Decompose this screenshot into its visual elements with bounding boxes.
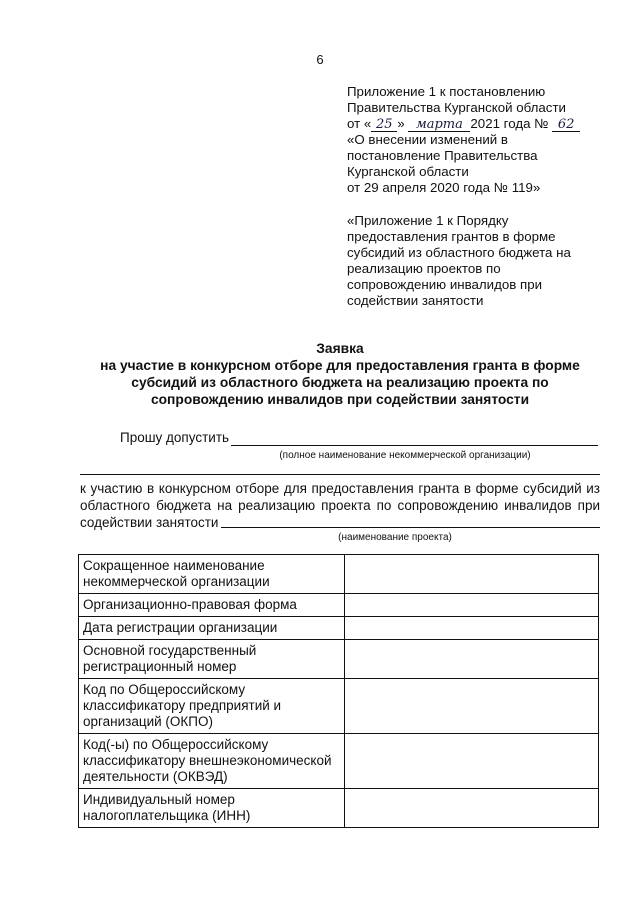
handwritten-month: марта: [408, 118, 470, 132]
appendix-header: [347, 84, 617, 196]
row-value-cell[interactable]: [345, 594, 599, 617]
table-row: [79, 679, 599, 734]
row-label: Код(-ы) по Общероссийскому классификатору внешнеэкономической деятельности (ОКВЭД): [79, 734, 345, 789]
org-name-caption: (полное наименование некоммерческой организации): [279, 450, 531, 461]
appendix2-line-6: содействии занятости: [347, 293, 484, 308]
row-value-cell[interactable]: [345, 789, 599, 828]
row-value-cell[interactable]: [345, 679, 599, 734]
appendix-line-4: «О внесении изменений в: [347, 132, 508, 147]
row-value-cell[interactable]: [345, 555, 599, 594]
title-line-1: Заявка: [316, 341, 364, 356]
handwritten-decree-number: 62: [552, 118, 580, 132]
appendix-procedure-header: [347, 213, 617, 309]
org-name-continuation-line[interactable]: [80, 474, 600, 475]
ask-label: Прошу допустить: [120, 430, 230, 445]
organization-info-table: [78, 554, 599, 828]
row-label: Основной государственный регистрационный номер: [79, 640, 345, 679]
row-label: Сокращенное наименование некоммерческой организации: [79, 555, 345, 594]
date-mid: »: [397, 116, 405, 131]
appendix-line-5: постановление Правительства: [347, 148, 538, 163]
table-row: [79, 640, 599, 679]
row-value-cell[interactable]: [345, 617, 599, 640]
table-row: [79, 594, 599, 617]
table-row: [79, 617, 599, 640]
date-prefix: от «: [347, 116, 372, 131]
title-line-4: сопровождению инвалидов при содействии занятости: [150, 392, 530, 407]
row-label: Индивидуальный номер налогоплательщика (ИНН): [79, 789, 345, 828]
appendix-line-6: Курганской области: [347, 164, 469, 179]
appendix2-line-4: реализацию проектов по: [347, 261, 501, 276]
row-label: Организационно-правовая форма: [79, 594, 345, 617]
row-value-cell[interactable]: [345, 734, 599, 789]
page-number: 6: [316, 52, 324, 67]
org-name-field-line[interactable]: [231, 445, 598, 446]
document-title: [80, 340, 600, 408]
row-label: Код по Общероссийскому классификатору предприятий и организаций (ОКПО): [79, 679, 345, 734]
appendix2-line-5: сопровождению инвалидов при: [347, 277, 543, 292]
table-row: [79, 789, 599, 828]
appendix-line-2: Правительства Курганской области: [347, 100, 566, 115]
appendix-date-line: [347, 116, 617, 132]
appendix-line-7: от 29 апреля 2020 года № 119»: [347, 180, 541, 195]
project-name-field-line[interactable]: [221, 527, 600, 528]
appendix2-line-2: предоставления грантов в форме: [347, 229, 556, 244]
row-label: Дата регистрации организации: [79, 617, 345, 640]
appendix2-line-1: «Приложение 1 к Порядку: [347, 213, 509, 228]
date-year: 2021 года №: [470, 116, 549, 131]
participation-text: к участию в конкурсном отборе для предоставления гранта в форме субсидий из областного бюджета на реализацию проекта по сопровождению инвалидов при содействии занятости: [80, 481, 600, 530]
table-row: [79, 555, 599, 594]
row-value-cell[interactable]: [345, 640, 599, 679]
table-row: [79, 734, 599, 789]
handwritten-day: 25: [371, 118, 397, 132]
title-line-3: субсидий из областного бюджета на реализацию проекта по: [131, 375, 549, 390]
appendix2-line-3: субсидий из областного бюджета на: [347, 245, 571, 260]
project-name-caption: (наименование проекта): [338, 532, 452, 543]
title-line-2: на участие в конкурсном отборе для предоставления гранта в форме: [100, 358, 580, 373]
appendix-line-1: Приложение 1 к постановлению: [347, 84, 546, 99]
